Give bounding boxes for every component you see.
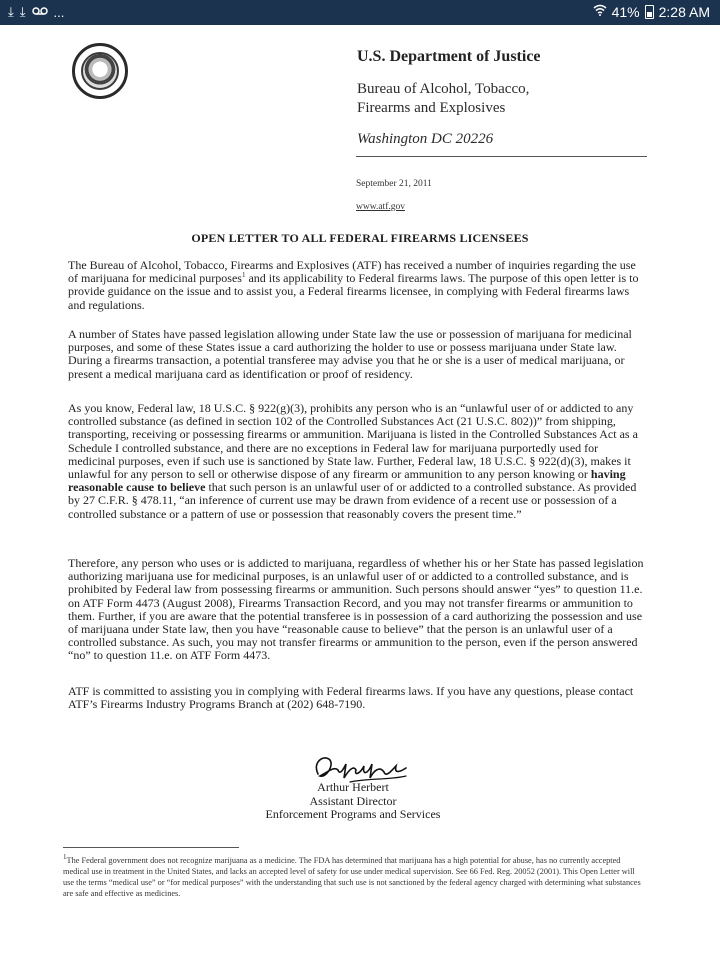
signature-block [200,781,506,822]
notification-icons [8,4,64,20]
bureau-line-2: Firearms and Explosives [357,100,506,116]
paragraph-3 [68,402,648,521]
signer-name: Arthur Herbert [317,780,389,794]
paragraph-2: A number of States have passed legislation allowing under State law the use or possession of marijuana for medicinal purposes, and some of these States issue a card authorizing the holder to use or possess marijuana under State law. During a firearms transaction, a potential transferee may advise you that he or she is a user of medical marijuana, or present a medical marijuana card as identification or proof of residency. [68,327,632,381]
download-icon: ⤓ [19,4,26,19]
seal-emblem [81,52,119,90]
footnote-marker: 1 [63,853,67,862]
p1-text-a: The Bureau of Alcohol, Tobacco, Firearms and Explosives (ATF) has received a number of inquiries regarding the use of marijuana for medicinal purposes [68,258,636,286]
website-link[interactable]: www.atf.gov [356,202,405,212]
footnote-ref: 1 [241,271,246,280]
wifi-icon [593,4,607,20]
letterhead-divider [356,156,647,157]
p3-text-a: As you know, Federal law, 18 U.S.C. § 922(g)(3), prohibits any person who is an “unlawful user of or addicted to any controlled substance (as defined in section 102 of the Controlled Substances Act (21 U.S.C. 802))” from shipping, transporting, receiving or possessing firearms or ammunition. Marijuana is listed in the Controlled Substances Act as a Schedule I controlled substance, and there are no exceptions in Federal law for marijuana purportedly used for medicinal purposes, even if such use is sanctioned by State law. Further, Federal law, 18 U.S.C. § 922(d)(3), makes it unlawful for any person to sell or otherwise dispose of any firearm or ammunition to any person knowing or [68,401,638,482]
city-line: Washington DC 20226 [357,131,494,147]
bureau-line-1: Bureau of Alcohol, Tobacco, [357,81,530,97]
signer-office: Enforcement Programs and Services [265,807,441,821]
letter-heading: OPEN LETTER TO ALL FEDERAL FIREARMS LICENSEES [191,231,529,245]
more-notifications: ... [53,4,65,20]
footnote-text: The Federal government does not recognize marijuana as a medicine. The FDA has determined that marijuana has a high potential for abuse, has no currently accepted medical use in treatment in the United States, and lacks an accepted level of safety for use under medical supervision. See 66 Fed. Reg. 20052 (2001). This Open Letter will use the terms “medical use” or “for medical purposes” with the understanding that such use is not sanctioned by the federal agency charged with determining what substances are safe and effective as medicines. [63,856,641,898]
bureau-name [357,80,541,118]
p3-text-b: that such person is an unlawful user of or addicted to a controlled substance. As provided by 27 C.F.R. § 478.11, “an inference of current use may be drawn from evidence of a recent use or possession of a controlled substance or a pattern of use or possession that reasonably covers the present time.” [68,480,637,521]
footnote-divider [63,847,239,848]
status-bar [0,0,720,25]
p1-text-b: and its applicability to Federal firearms laws. The purpose of this open letter is to provide guidance on the issue and to assist you, a Federal firearms licensee, in complying with Federal firearms laws and regulations. [68,271,639,312]
p3-bold-phrase: having reasonable cause to believe [68,467,626,495]
system-icons [593,4,710,20]
download-icon: ⤓ [8,4,14,19]
battery-percent: 41% [611,4,640,20]
doj-seal-icon [72,43,128,99]
voicemail-icon [32,4,48,20]
clock: 2:28 AM [658,4,710,20]
department-name: U.S. Department of Justice [357,48,541,65]
paragraph-5: ATF is committed to assisting you in complying with Federal firearms laws. If you have any questions, please contact ATF’s Firearms Industry Programs Branch at (202) 648-7190. [68,684,634,712]
battery-icon [645,5,654,19]
agency-block [357,48,541,148]
letter-date: September 21, 2011 [356,179,432,189]
paragraph-1 [68,259,648,312]
paragraph-4: Therefore, any person who uses or is addicted to marijuana, regardless of whether his or her State has passed legislation authorizing marijuana use for medicinal purposes, is an unlawful user of or addicted to a controlled substance, and is prohibited by Federal law from possessing firearms or ammunition. Such persons should answer “yes” to question 11.e. on ATF Form 4473 (August 2008), Firearms Transaction Record, and you may not transfer firearms or ammunition to them. Further, if you are aware that the potential transferee is in possession of a card authorizing the possession and use of marijuana under State law, then you have “reasonable cause to believe” that the person is an unlawful user of a controlled substance. As such, you may not transfer firearms or ammunition to the person, even if the person answered “no” to question 11.e. on ATF Form 4473. [68,556,644,663]
signer-title: Assistant Director [309,793,397,808]
footnote [63,855,643,899]
